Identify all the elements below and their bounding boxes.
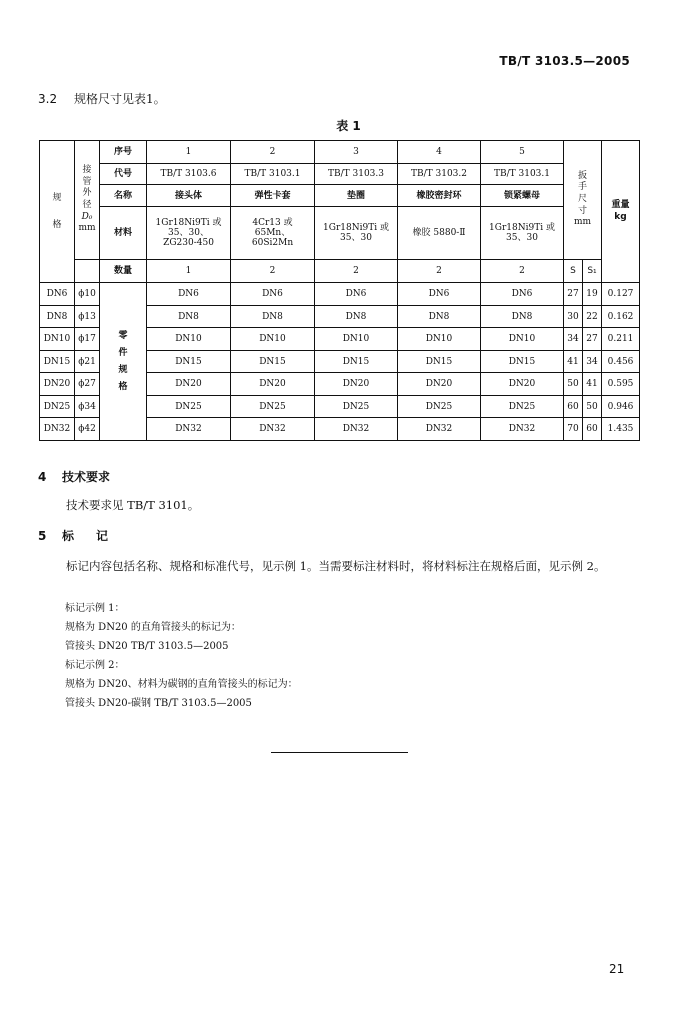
material-5: 1Gr18Ni9Ti 或 35、30 [481, 207, 564, 260]
s-cell: 50 [564, 373, 583, 396]
s1-cell: 27 [583, 328, 602, 351]
header-row-qty [40, 259, 640, 283]
code-2: TB/T 3103.1 [231, 163, 315, 184]
section-5-heading [38, 527, 130, 544]
outer-dia-blank [75, 259, 100, 283]
header-row-material [40, 207, 640, 260]
part-cell: DN20 [315, 373, 398, 396]
section-number: 3.2 [38, 92, 58, 106]
section-text: 规格尺寸见表1。 [74, 92, 166, 106]
spec-table [39, 140, 640, 441]
part-cell: DN8 [481, 305, 564, 328]
qty-2: 2 [231, 259, 315, 283]
part-cell: DN8 [147, 305, 231, 328]
header-row-code [40, 163, 640, 184]
part-cell: DN15 [481, 350, 564, 373]
part-cell: DN10 [315, 328, 398, 351]
weight-cell: 0.162 [602, 305, 640, 328]
part-cell: DN32 [231, 418, 315, 441]
part-cell: DN25 [398, 395, 481, 418]
spec-header: 规 格 [40, 141, 75, 283]
row-label-code: 代号 [100, 163, 147, 184]
dia-cell: ϕ17 [75, 328, 100, 351]
part-cell: DN32 [147, 418, 231, 441]
spec-cell: DN25 [40, 395, 75, 418]
standard-code: TB/T 3103.5—2005 [499, 54, 630, 68]
example-line: 规格为 DN20 的直角管接头的标记为： [65, 622, 241, 633]
section-5-paragraph: 标记内容包括名称、规格和标准代号，见示例 1。当需要标注材料时，将材料标注在规格后面，见示例 2。 [66, 559, 606, 573]
spec-cell: DN32 [40, 418, 75, 441]
section-title: 标记 [62, 529, 131, 543]
part-cell: DN25 [315, 395, 398, 418]
qty-5: 2 [481, 259, 564, 283]
row-label-seq: 序号 [100, 141, 147, 164]
part-cell: DN6 [231, 283, 315, 306]
weight-cell: 0.211 [602, 328, 640, 351]
weight-cell: 0.456 [602, 350, 640, 373]
outer-dia-header: 接 管 外 径 D₀ mm [75, 141, 100, 260]
part-cell: DN15 [398, 350, 481, 373]
weight-cell: 0.127 [602, 283, 640, 306]
section-4-text: 技术要求见 TB/T 3101。 [66, 498, 200, 512]
seq-1: 1 [147, 141, 231, 164]
name-3: 垫圈 [315, 184, 398, 207]
code-5: TB/T 3103.1 [481, 163, 564, 184]
s1-cell: 50 [583, 395, 602, 418]
part-cell: DN32 [398, 418, 481, 441]
dia-cell: ϕ27 [75, 373, 100, 396]
end-rule [271, 752, 408, 753]
part-cell: DN25 [481, 395, 564, 418]
row-label-name: 名称 [100, 184, 147, 207]
s1-cell: 41 [583, 373, 602, 396]
qty-4: 2 [398, 259, 481, 283]
part-cell: DN20 [398, 373, 481, 396]
s-cell: 27 [564, 283, 583, 306]
wrench-size-header: 扳 手 尺 寸 mm [564, 141, 602, 260]
weight-header: 重量 kg [602, 141, 640, 283]
header-row-seq [40, 141, 640, 164]
part-cell: DN25 [147, 395, 231, 418]
code-4: TB/T 3103.2 [398, 163, 481, 184]
part-spec-label: 零 件 规 格 [100, 283, 147, 441]
spec-cell: DN6 [40, 283, 75, 306]
part-cell: DN8 [398, 305, 481, 328]
part-cell: DN32 [315, 418, 398, 441]
dia-cell: ϕ10 [75, 283, 100, 306]
part-cell: DN6 [315, 283, 398, 306]
s1-cell: 22 [583, 305, 602, 328]
row-label-material: 材料 [100, 207, 147, 260]
name-1: 接头体 [147, 184, 231, 207]
material-1: 1Gr18Ni9Ti 或 35、30、 ZG230-450 [147, 207, 231, 260]
part-cell: DN8 [231, 305, 315, 328]
weight-cell: 0.595 [602, 373, 640, 396]
spec-cell: DN10 [40, 328, 75, 351]
part-cell: DN10 [481, 328, 564, 351]
row-label-qty: 数量 [100, 259, 147, 283]
part-cell: DN20 [231, 373, 315, 396]
part-cell: DN6 [481, 283, 564, 306]
part-cell: DN20 [481, 373, 564, 396]
code-3: TB/T 3103.3 [315, 163, 398, 184]
spec-cell: DN15 [40, 350, 75, 373]
name-2: 弹性卡套 [231, 184, 315, 207]
example-line: 规格为 DN20、材料为碳钢的直角管接头的标记为： [65, 679, 298, 690]
material-4: 橡胶 5880-Ⅱ [398, 207, 481, 260]
s-cell: 41 [564, 350, 583, 373]
s-cell: 30 [564, 305, 583, 328]
s1-cell: 19 [583, 283, 602, 306]
weight-cell: 0.946 [602, 395, 640, 418]
material-3: 1Gr18Ni9Ti 或 35、30 [315, 207, 398, 260]
name-5: 锁紧螺母 [481, 184, 564, 207]
dia-cell: ϕ42 [75, 418, 100, 441]
code-1: TB/T 3103.6 [147, 163, 231, 184]
weight-cell: 1.435 [602, 418, 640, 441]
example-line: 管接头 DN20-碳钢 TB/T 3103.5—2005 [65, 698, 252, 709]
part-cell: DN25 [231, 395, 315, 418]
part-cell: DN15 [315, 350, 398, 373]
part-cell: DN10 [398, 328, 481, 351]
s1-cell: 60 [583, 418, 602, 441]
part-cell: DN15 [147, 350, 231, 373]
example-line: 标记示例 1： [65, 603, 125, 614]
s-header: S [564, 259, 583, 283]
qty-3: 2 [315, 259, 398, 283]
name-4: 橡胶密封环 [398, 184, 481, 207]
page-number: 21 [609, 962, 625, 976]
section-3-2 [38, 90, 166, 107]
example-line: 标记示例 2： [65, 660, 125, 671]
part-cell: DN8 [315, 305, 398, 328]
part-cell: DN6 [147, 283, 231, 306]
table-title: 表 1 [336, 119, 361, 133]
part-cell: DN15 [231, 350, 315, 373]
s-cell: 70 [564, 418, 583, 441]
spec-cell: DN20 [40, 373, 75, 396]
seq-5: 5 [481, 141, 564, 164]
section-number: 4 [38, 470, 47, 484]
part-cell: DN32 [481, 418, 564, 441]
dia-cell: ϕ13 [75, 305, 100, 328]
spec-cell: DN8 [40, 305, 75, 328]
s1-cell: 34 [583, 350, 602, 373]
part-cell: DN6 [398, 283, 481, 306]
seq-2: 2 [231, 141, 315, 164]
s1-header: S₁ [583, 259, 602, 283]
example-line: 管接头 DN20 TB/T 3103.5—2005 [65, 641, 229, 652]
section-number: 5 [38, 529, 47, 543]
dia-cell: ϕ21 [75, 350, 100, 373]
header-row-name [40, 184, 640, 207]
part-cell: DN20 [147, 373, 231, 396]
seq-3: 3 [315, 141, 398, 164]
material-2: 4Cr13 或 65Mn、 60Si2Mn [231, 207, 315, 260]
qty-1: 1 [147, 259, 231, 283]
section-title: 技术要求 [62, 470, 111, 484]
seq-4: 4 [398, 141, 481, 164]
table-row [40, 283, 640, 306]
section-4-heading [38, 468, 110, 485]
s-cell: 34 [564, 328, 583, 351]
part-cell: DN10 [147, 328, 231, 351]
s-cell: 60 [564, 395, 583, 418]
dia-cell: ϕ34 [75, 395, 100, 418]
part-cell: DN10 [231, 328, 315, 351]
